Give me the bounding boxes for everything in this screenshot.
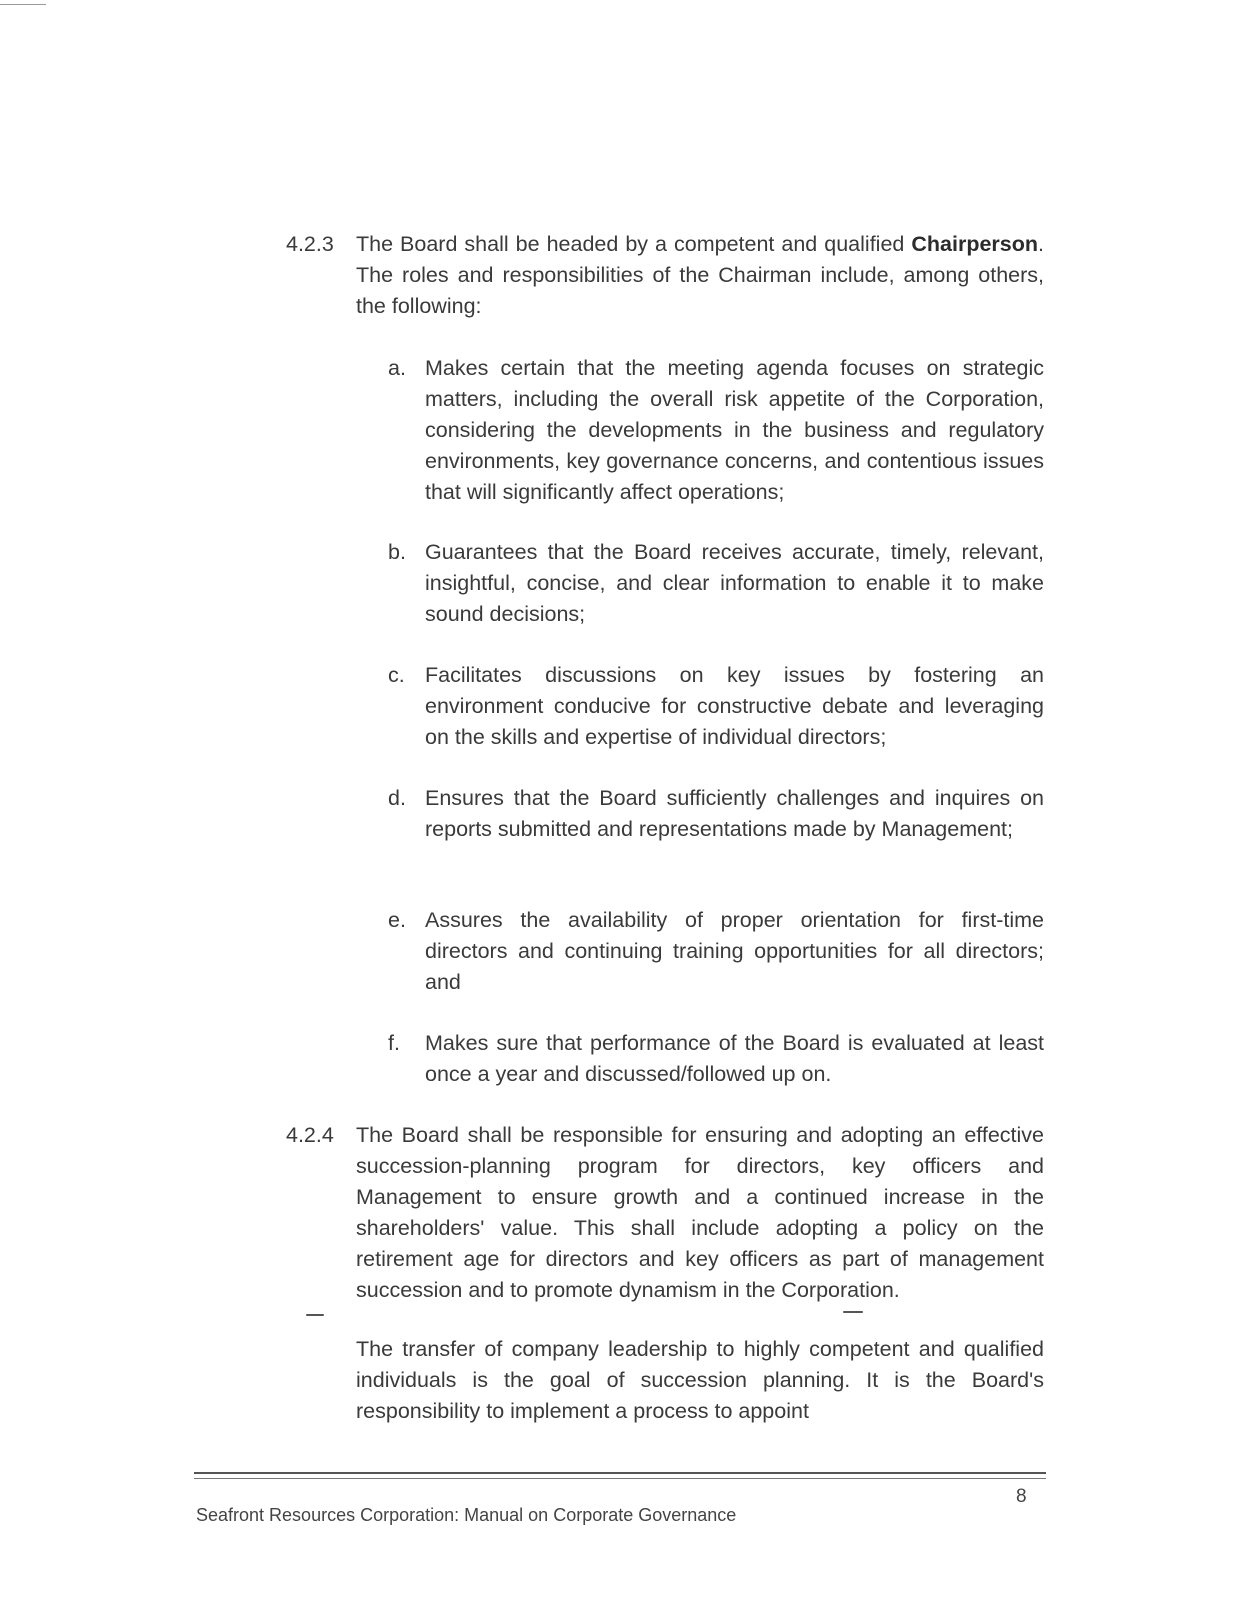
section-number: 4.2.4	[286, 1123, 334, 1147]
item-letter: a.	[388, 356, 406, 380]
section-4-2-4	[286, 1120, 1044, 1306]
section-number: 4.2.3	[286, 232, 334, 256]
list-item-f	[388, 1028, 1044, 1090]
section-4-2-3	[286, 229, 1044, 322]
chairperson-term: Chairperson	[911, 232, 1039, 256]
scan-speck	[843, 1311, 863, 1313]
item-letter: b.	[388, 540, 406, 564]
footer-text: Seafront Resources Corporation: Manual on Corporate Governance	[196, 1505, 737, 1525]
list-item-b	[388, 537, 1044, 630]
item-text: Assures the availability of proper orientation for first-time directors and continuing training opportunities for all directors; and	[425, 908, 1044, 994]
continuation-text: The transfer of company leadership to highly competent and qualified individuals is the goal of succession planning. It is the Board's responsibility to implement a process to appoint	[356, 1337, 1044, 1423]
item-letter: e.	[388, 908, 406, 932]
intro-text-after: . The roles and responsibilities of the Chairman include, among others, the following:	[356, 232, 1044, 318]
item-letter: d.	[388, 786, 406, 810]
page-number: 8	[1016, 1486, 1027, 1507]
list-item-c	[388, 660, 1044, 753]
item-letter: c.	[388, 663, 405, 687]
intro-text-before: The Board shall be headed by a competent and qualified	[356, 232, 905, 256]
footer-rule-thin	[194, 1478, 1046, 1479]
item-letter: f.	[388, 1031, 400, 1055]
item-text: Makes certain that the meeting agenda focuses on strategic matters, including the overall risk appetite of the Corporation, considering the developments in the business and regulatory environments, key governance concerns, and contentious issues that will significantly affect operations;	[425, 356, 1044, 504]
section-4-2-4-continuation	[286, 1334, 1044, 1427]
list-item-e	[388, 905, 1044, 998]
item-text: Makes sure that performance of the Board is evaluated at least once a year and discussed/followed up on.	[425, 1031, 1044, 1086]
section-text: The Board shall be responsible for ensuring and adopting an effective succession-planning program for directors, key officers and Management to ensure growth and a continued increase in the shareholders' value. This shall include adopting a policy on the retirement age for directors and key officers as part of management succession and to promote dynamism in the Corporation.	[356, 1123, 1044, 1302]
item-text: Facilitates discussions on key issues by fostering an environment conducive for constructive debate and leveraging on the skills and expertise of individual directors;	[425, 663, 1044, 749]
scan-speck	[306, 1314, 324, 1316]
list-item-a	[388, 353, 1044, 508]
scan-mark	[0, 4, 46, 5]
list-item-d	[388, 783, 1044, 845]
item-text: Guarantees that the Board receives accurate, timely, relevant, insightful, concise, and clear information to enable it to make sound decisions;	[425, 540, 1044, 626]
footer-rule	[194, 1472, 1046, 1474]
section-intro	[356, 229, 1044, 322]
item-text: Ensures that the Board sufficiently challenges and inquires on reports submitted and representations made by Management;	[425, 786, 1044, 841]
